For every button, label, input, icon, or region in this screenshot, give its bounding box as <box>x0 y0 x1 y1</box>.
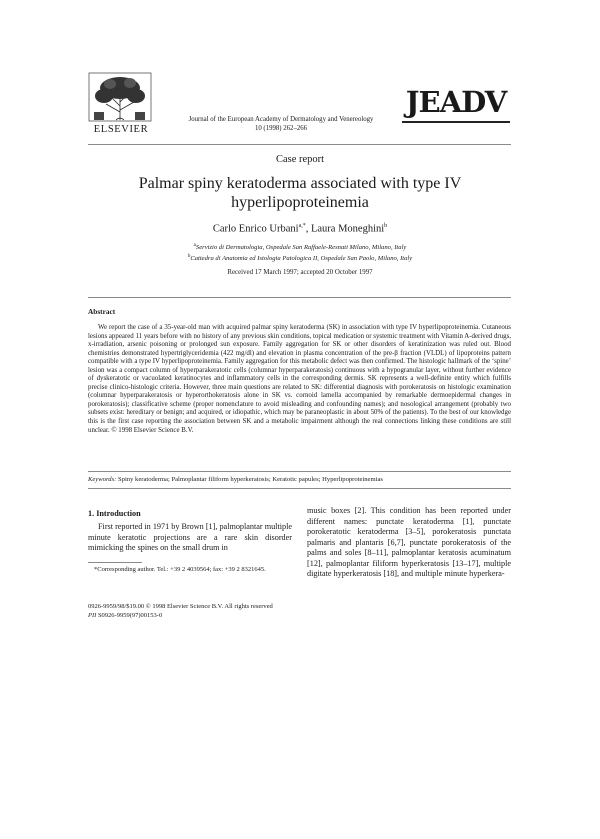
affiliation-2-mark: b <box>187 254 191 260</box>
affiliation-2-text: Cattedra di Anatomia ed Istologia Patologica II, Ospedale San Paolo, Milano, Italy <box>190 255 413 263</box>
author-list: Carlo Enrico Urbani$^{a,*}$, Laura Moneghini$^b$ <box>212 223 388 235</box>
keywords <box>88 476 511 483</box>
author-1: Carlo Enrico Urbani <box>212 223 299 235</box>
journal-name: Journal of the European Academy of Dermatology and Venereology <box>188 116 374 123</box>
affiliation-1-text: Servizio di Dermatologia, Ospedale San Raffaele-Resnati Milano, Milano, Italy <box>195 244 407 252</box>
affiliation-2 <box>90 252 510 263</box>
footnote-rule <box>88 562 142 563</box>
copyright-block <box>88 602 348 620</box>
title-line-1: Palmar spiny keratoderma associated with type IV <box>138 175 462 192</box>
keywords-label: Keywords: <box>88 476 117 483</box>
pii-line <box>88 611 348 620</box>
intro-heading: 1. Introduction <box>88 509 141 518</box>
abstract-top-rule <box>88 297 511 298</box>
pii-label: PII <box>88 612 97 619</box>
jeadv-logo-underline <box>402 121 510 123</box>
title-line-2: hyperlipoproteinemia <box>231 194 369 211</box>
publisher-name: ELSEVIER <box>93 124 149 135</box>
article-section: Case report <box>275 154 325 165</box>
jeadv-logo: JEADV <box>405 85 507 119</box>
affiliations <box>90 241 510 263</box>
author-2: Laura Moneghini <box>310 223 385 235</box>
received-dates: Received 17 March 1997; accepted 20 October 1997 <box>227 269 373 276</box>
intro-paragraph-left: First reported in 1971 by Brown [1], palmoplantar multiple minute keratotic projections are a rare skin disorder mimicking the spines on the small drum in <box>88 522 292 552</box>
keywords-bottom-rule <box>88 488 511 489</box>
issn-line: 0926-9959/98/$19.00 © 1998 Elsevier Science B.V. All rights reserved <box>88 603 273 610</box>
journal-citation <box>176 116 386 133</box>
corresponding-author-footnote: *Corresponding author. Tel.: +39 2 4039564; fax: +39 2 8321645. <box>94 566 266 573</box>
abstract-heading: Abstract <box>88 307 116 316</box>
keywords-top-rule <box>88 471 511 472</box>
abstract-text: We report the case of a 35-year-old man with acquired palmar spiny keratoderma (SK) in association with type IV hyperlipoproteinemia. Cutaneous lesions appeared 11 years before with no history of any previous skin conditions, topical medication or systemic treatment with Vitamin A-derived drugs, x-irradiation, arsenic poisoning or prolonged sun exposure. Family aggregation for SK or other disorders of keratinization was ruled out. Blood chemistries demonstrated hypertriglyceridemia (422 mg/dl) and elevation in plasma concentration of the pre-β fraction (VLDL) of lipoproteins pattern compatible with a type IV hyperlipoproteinemia. Family aggregation for this metabolic defect was then confirmed. The histologic hallmark of the ‘spine’ lesion was a compact column of hyperparakeratotic cells (columnar hyperparakeratosis) continuous with a hypogranular layer, without further evidence of dyskeratotic or vacuolated keratinocytes and inflammatory cells in the corresponding dermis. SK represents a well-definite entity which fulfills precise clinico-histologic criteria. However, three main questions are related to SK: differential diagnosis with porokeratosis on histologic examination (columnar hyperparakeratosis or hyperorthokeratosis alone in SK vs. cornoid lamella accompanied by remarkable dermoepidermal changes in porokeratosis); classificative scheme (proper nomenclature to avoid misleading and confounding names); and nosological arrangement (probably two subsets exist: hereditary or benign; and acquired, or idiopathic, which may be paraneoplastic in about 50% of the patients). To the best of our knowledge this is the first case reporting the association between SK and a metabolic impairment although the real connections linking these conditions are still unclear. © 1998 Elsevier Science B.V. <box>88 324 511 434</box>
article-title <box>90 174 510 212</box>
affiliation-1-mark: a <box>193 243 196 248</box>
pii-value: S0926-9959(97)00153-0 <box>97 612 163 619</box>
journal-volume: 10 (1998) 262–266 <box>254 124 308 132</box>
corresponding-mark: * <box>302 223 306 229</box>
author-2-mark: b <box>384 223 388 229</box>
affiliation-1 <box>90 241 510 252</box>
intro-paragraph-right: music boxes [2]. This condition has been reported under different names: punctate keratoderma [1], punctate porokeratotic keratoderma [3–5], porokeratosis punctata palmaris and plantaris [6,7], punctate porokeratosis of the palms and soles [8–11], palmoplantar keratosis acuminatum [12], palmoplantar filiform hyperkeratosis [13–17], multiple digitate hyperkeratosis [18], and multiple minute hyperkera- <box>307 506 511 578</box>
header-rule <box>88 144 511 145</box>
keywords-text: Spiny keratoderma; Palmoplantar filiform hyperkeratosis; Keratotic papules; Hyperlipoproteinemias <box>117 476 383 483</box>
author-1-mark: a, <box>298 223 303 229</box>
